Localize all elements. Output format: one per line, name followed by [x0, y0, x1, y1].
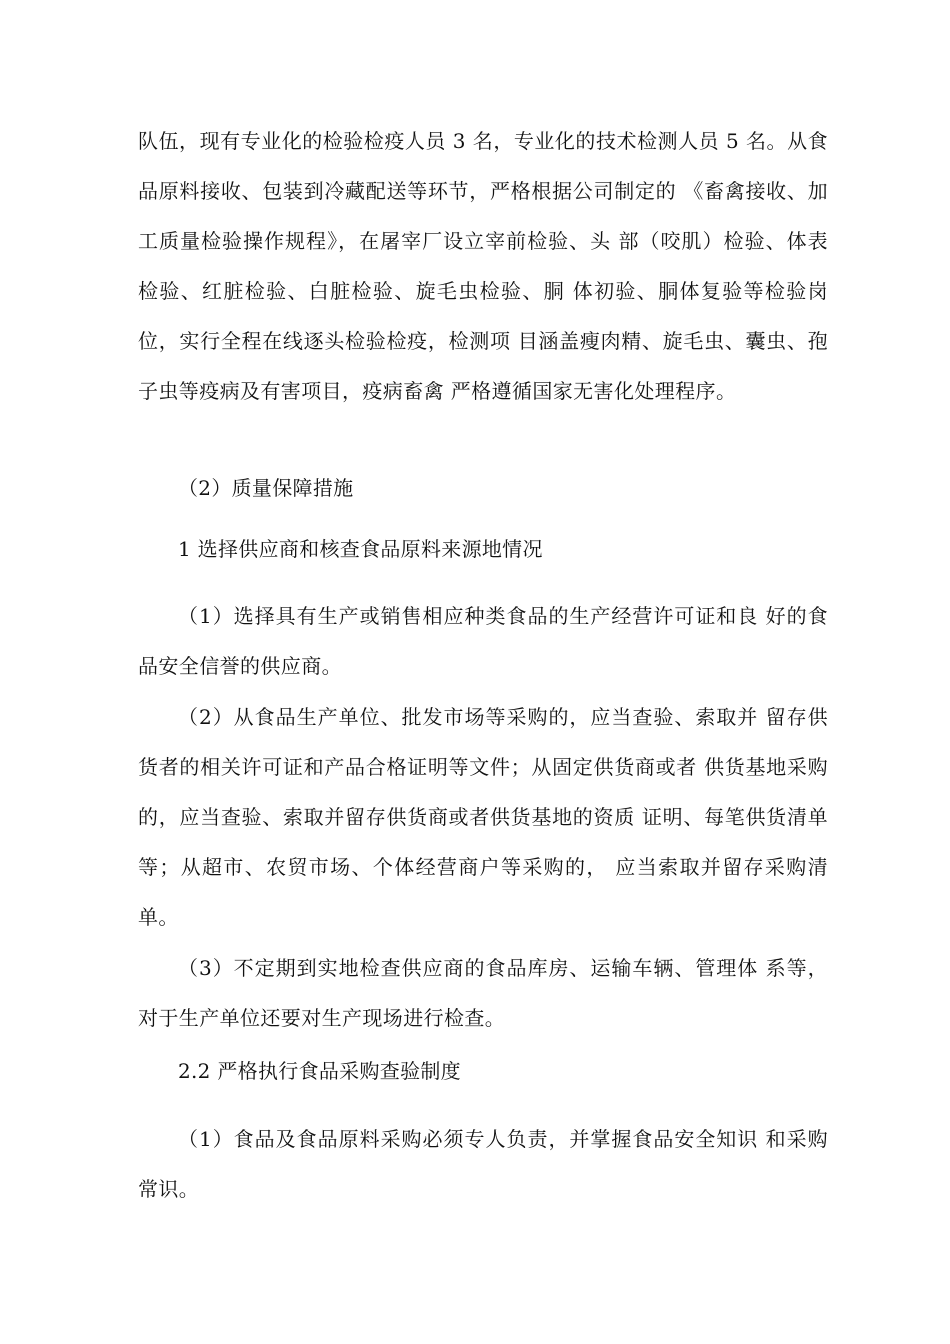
- paragraph-dedicated-buyer: （1）食品及食品原料采购必须专人负责，并掌握食品安全知识 和采购常识。: [138, 1127, 828, 1201]
- paragraph-onsite-inspection: （3）不定期到实地检查供应商的食品库房、运输车辆、管理体 系等，对于生产单位还要对生产现场进行检查。: [138, 956, 828, 1030]
- heading-quality-measures: （2）质量保障措施: [178, 476, 354, 500]
- paragraph-select-supplier: （1）选择具有生产或销售相应种类食品的生产经营许可证和良 好的食品安全信誉的供应商。: [138, 604, 828, 678]
- heading-supplier-selection: 1 选择供应商和核查食品原料来源地情况: [178, 537, 543, 561]
- paragraph-inspection-team: 队伍，现有专业化的检验检疫人员 3 名，专业化的技术检测人员 5 名。从食品原料接收、包装到冷藏配送等环节，严格根据公司制定的 《畜禽接收、加工质量检验操作规程》，在屠宰厂设立宰前检验、头 部（咬肌）检验、体表检验、红脏检验、白脏检验、旋毛虫检验、胴 体初验、胴体复验等检验岗位，实行全程在线逐头检验检疫，检测项 目涵盖瘦肉精、旋毛虫、囊虫、孢子虫等疫病及有害项目，疫病畜禽 严格遵循国家无害化处理程序。: [138, 129, 828, 403]
- paragraph-purchase-verification: （2）从食品生产单位、批发市场等采购的，应当查验、索取并 留存供货者的相关许可证和产品合格证明等文件；从固定供货商或者 供货基地采购的，应当查验、索取并留存供货商或者供货基地的资质 证明、每笔供货清单等；从超市、农贸市场、个体经营商户等采购的， 应当索取并留存采购清单。: [138, 705, 828, 929]
- heading-procurement-system: 2.2 严格执行食品采购查验制度: [178, 1059, 461, 1083]
